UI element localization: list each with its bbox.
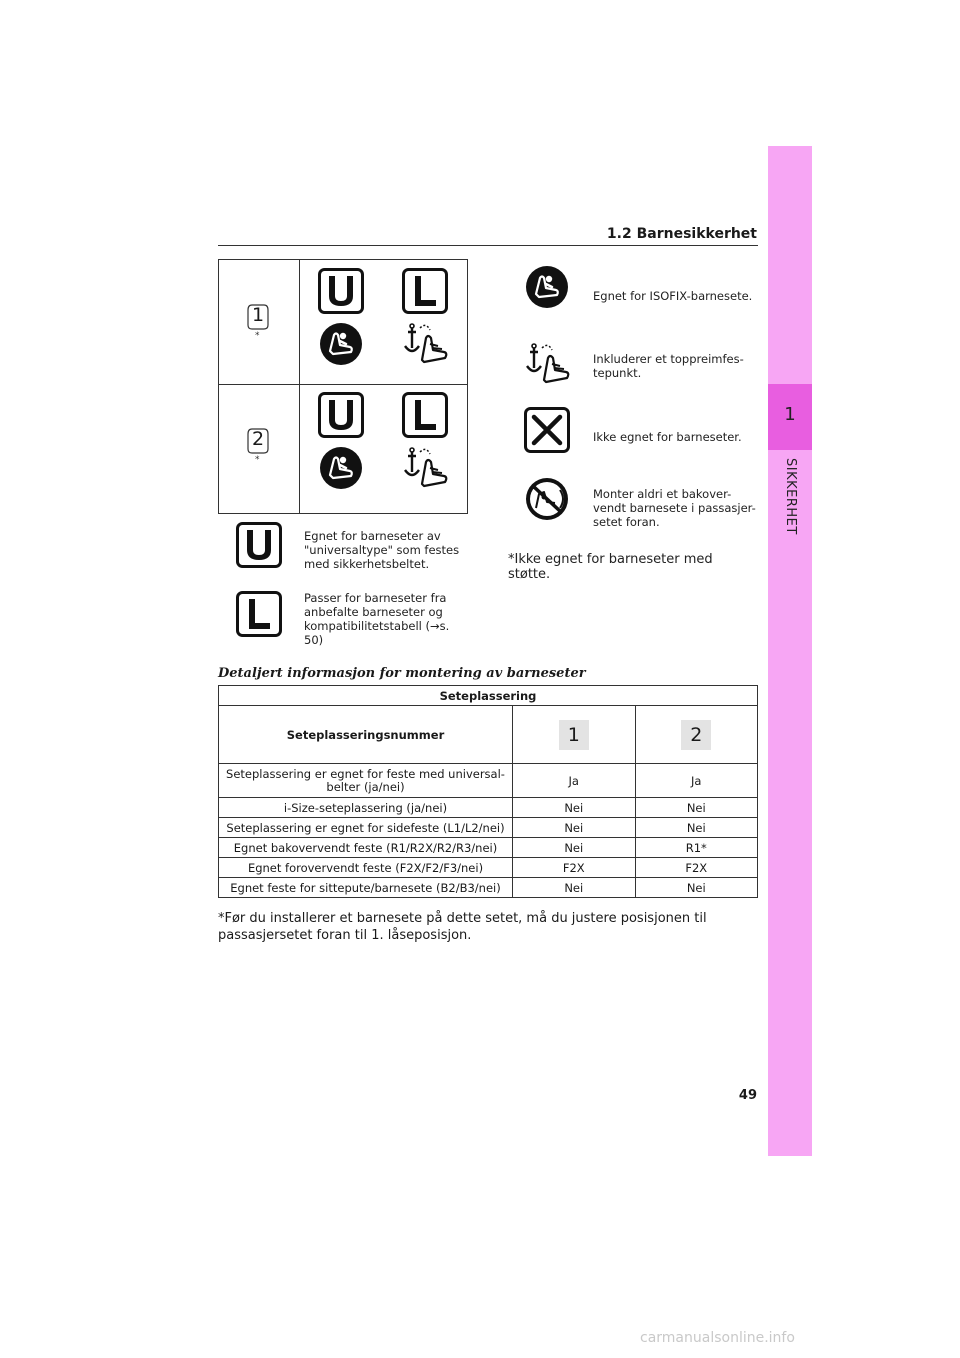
universal-u-icon (236, 522, 282, 568)
section-header: 1.2 Barnesikkerhet (606, 226, 757, 242)
top-tether-anchor-icon (402, 446, 450, 490)
row-value-seat-2: Nei (635, 818, 758, 838)
page-number: 49 (738, 1088, 757, 1103)
grid-footnote: *Ikke egnet for barneseter med støtte. (508, 552, 713, 582)
row-value-seat-2: R1* (635, 838, 758, 858)
table-row (219, 878, 758, 898)
row-value-seat-2: Ja (635, 764, 758, 798)
header-divider (218, 245, 758, 246)
row-label: i-Size-seteplassering (ja/nei) (219, 798, 513, 818)
grid-divider (219, 384, 467, 385)
watermark: carmanualsonline.info (640, 1330, 795, 1346)
table-seat-number-row (219, 706, 758, 764)
row-label: Seteplassering er egnet for feste med universal- belter (ja/nei) (219, 764, 513, 798)
universal-u-icon (318, 268, 364, 314)
legend-not-suitable-text: Ikke egnet for barneseter. (593, 430, 742, 444)
table-header-row (219, 686, 758, 706)
row-value-seat-1: Nei (513, 838, 636, 858)
row-label: Egnet bakovervendt feste (R1/R2X/R2/R3/nei) (219, 838, 513, 858)
row-value-seat-1: Nei (513, 798, 636, 818)
legend-no-rear-facing-text: Monter aldri et bakover- vendt barnesete i passasjer- setet foran. (593, 487, 756, 529)
isofix-seat-icon (318, 445, 364, 491)
table-row (219, 764, 758, 798)
seat-2-number: 2 (251, 428, 265, 450)
seat-2-badge (681, 720, 711, 750)
table-header: Seteplassering (219, 686, 758, 706)
grid-divider (299, 260, 300, 513)
row-value-seat-1: F2X (513, 858, 636, 878)
list-l-icon (402, 268, 448, 314)
chapter-side-tab (768, 146, 812, 1156)
row-label: Egnet feste for sittepute/barnesete (B2/B3/nei) (219, 878, 513, 898)
seat-1-number: 1 (251, 304, 265, 326)
seat-1-footnote-mark: * (255, 331, 260, 341)
seat-2-number: 2 (690, 723, 703, 746)
table-row (219, 838, 758, 858)
list-l-icon (402, 392, 448, 438)
top-tether-anchor-icon (524, 342, 572, 386)
table-row (219, 818, 758, 838)
row-label: Egnet forovervendt feste (F2X/F2/F3/nei) (219, 858, 513, 878)
row-value-seat-1: Nei (513, 818, 636, 838)
table-row (219, 858, 758, 878)
not-suitable-x-icon (524, 407, 570, 453)
seat-1-badge (559, 720, 589, 750)
seat-number-label: Seteplasseringsnummer (219, 706, 513, 764)
row-label: Seteplassering er egnet for sidefeste (L1/L2/nei) (219, 818, 513, 838)
table-footnote: *Før du installerer et barnesete på dette setet, må du justere posisjonen til passasjersetet foran til 1. låseposisjon. (218, 911, 707, 943)
row-value-seat-2: F2X (635, 858, 758, 878)
no-rear-facing-airbag-icon (524, 476, 570, 522)
legend-tether-text: Inkluderer et toppreimfes- tepunkt. (593, 352, 744, 380)
chapter-label: SIKKERHET (783, 458, 798, 535)
legend-isofix-text: Egnet for ISOFIX-barnesete. (593, 289, 753, 303)
seat-2-footnote-mark: * (255, 455, 260, 465)
seat-1-number: 1 (567, 723, 580, 746)
legend-list-text: Passer for barneseter fra anbefalte barneseter og kompatibilitetstabell (→s. 50) (304, 591, 450, 647)
isofix-seat-icon (524, 264, 570, 310)
seat-position-table (218, 685, 758, 898)
isofix-seat-icon (318, 321, 364, 367)
row-value-seat-2: Nei (635, 798, 758, 818)
row-value-seat-1: Nei (513, 878, 636, 898)
chapter-number: 1 (784, 404, 796, 425)
universal-u-icon (318, 392, 364, 438)
seat-2-cell (635, 706, 758, 764)
list-l-icon (236, 591, 282, 637)
table-row (219, 798, 758, 818)
section-title: Detaljert informasjon for montering av barneseter (218, 666, 586, 681)
top-tether-anchor-icon (402, 322, 450, 366)
seat-1-cell (513, 706, 636, 764)
row-value-seat-2: Nei (635, 878, 758, 898)
legend-universal-text: Egnet for barneseter av "universaltype" som festes med sikkerhetsbeltet. (304, 529, 460, 571)
row-value-seat-1: Ja (513, 764, 636, 798)
